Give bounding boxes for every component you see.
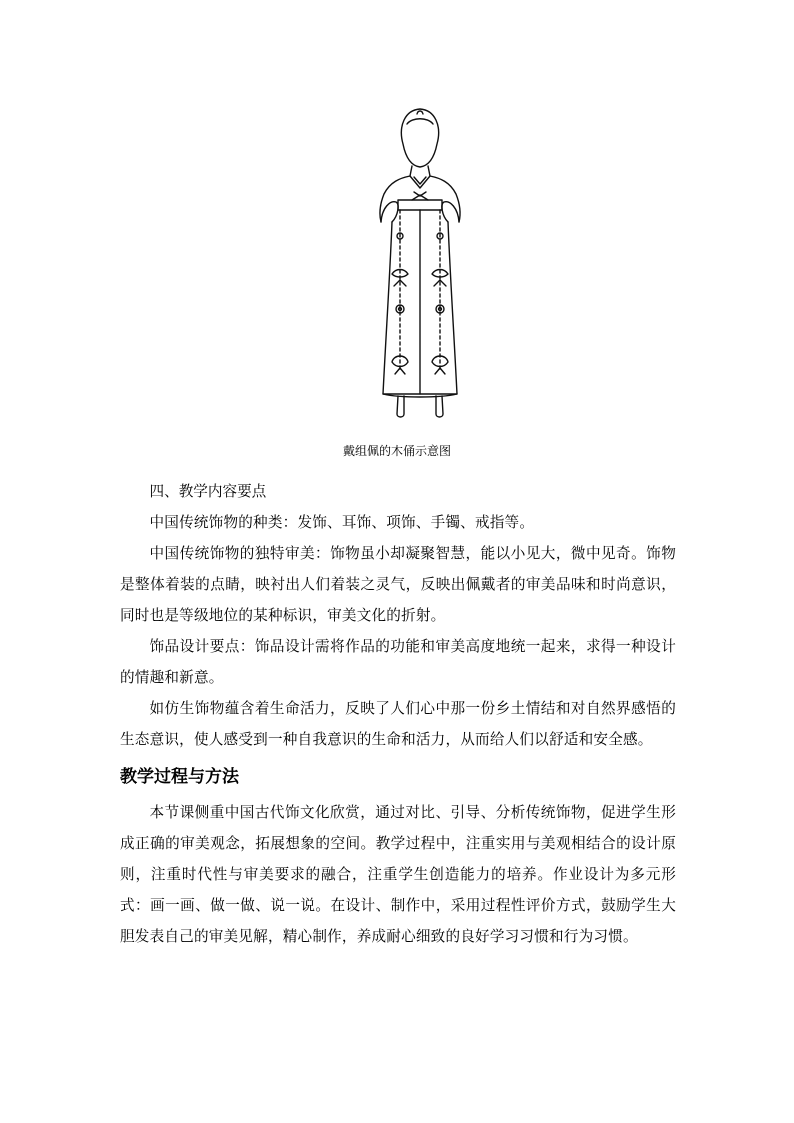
figure-caption: 戴组佩的木俑示意图 — [342, 444, 451, 458]
paragraph: 中国传统饰物的种类：发饰、耳饰、项饰、手镯、戒指等。 — [149, 514, 535, 531]
paragraph: 饰品设计要点：饰品设计需将作品的功能和审美高度地统一起来，求得一种设计的情趣和新意。 — [120, 638, 676, 686]
document-body — [120, 476, 676, 952]
paragraph: 本节课侧重中国古代饰文化欣赏，通过对比、引导、分析传统饰物，促进学生形成正确的审美观念，拓展想象的空间。教学过程中，注重实用与美观相结合的设计原则，注重时代性与审美要求的融合，注重学生创造能力的培养。作业设计为多元形式：画一画、做一做、说一说。在设计、制作中，采用过程性评价方式，鼓励学生大胆发表自己的审美见解，精心制作，养成耐心细致的良好学习习惯和行为习惯。 — [120, 804, 676, 945]
wooden-figurine-illustration — [370, 104, 470, 422]
paragraph: 如仿生饰物蕴含着生命活力，反映了人们心中那一份乡土情结和对自然界感悟的生态意识，使人感受到一种自我意识的生命和活力，从而给人们以舒适和安全感。 — [120, 700, 676, 748]
paragraph: 中国传统饰物的独特审美：饰物虽小却凝聚智慧，能以小见大，微中见奇。饰物是整体着装的点睛，映衬出人们着装之灵气，反映出佩戴者的审美品味和时尚意识，同时也是等级地位的某种标识，审美文化的折射。 — [120, 545, 676, 624]
section-title: 教学过程与方法 — [120, 767, 239, 787]
section-subheading: 四、教学内容要点 — [149, 483, 267, 500]
